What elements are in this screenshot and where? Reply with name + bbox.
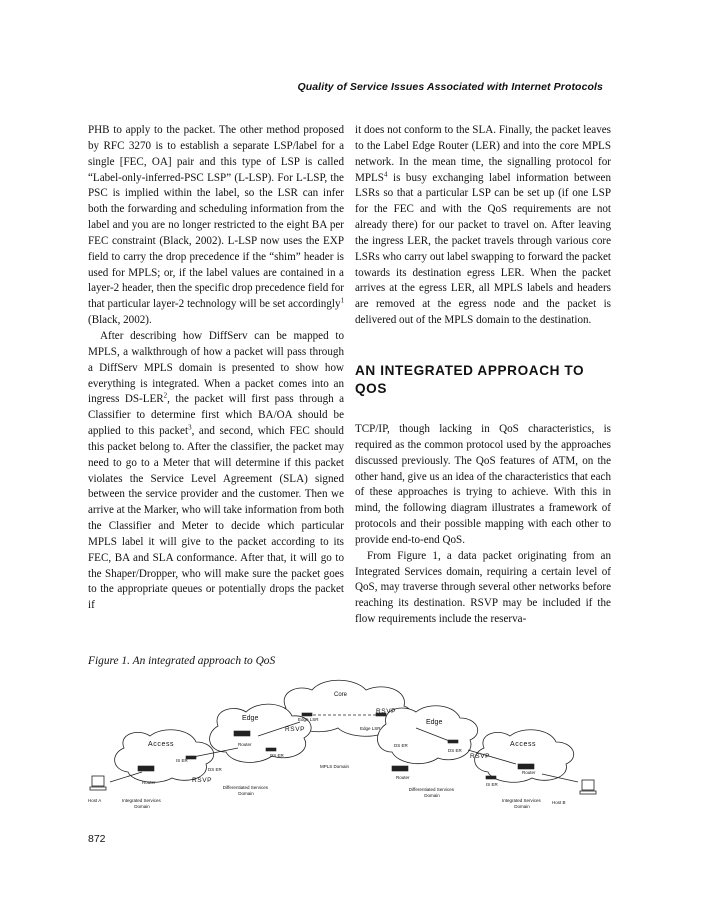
label-intserv-right-line-2: Domain [514, 804, 530, 809]
ds-er-right-node [448, 740, 458, 743]
right-column [355, 123, 611, 628]
page-number: 872 [88, 833, 106, 845]
label-rsvp-right: RSVP [470, 753, 491, 760]
label-intserv-left-line-1: Integrated Services [121, 798, 161, 803]
right-paragraph-1 [355, 123, 611, 329]
label-diffserv-left-line-2: Domain [238, 791, 254, 796]
label-rsvp-center-left: RSVP [285, 726, 306, 733]
label-router-edge-right: Router [396, 775, 410, 780]
router-access-right-node [518, 764, 534, 769]
label-router-edge-left: Router [238, 742, 252, 747]
is-er-right-node [486, 776, 496, 779]
label-rsvp-center-right: RSVP [376, 708, 397, 715]
label-diffserv-right-line-1: Differentiated Services [408, 787, 454, 792]
left-paragraph-1-text: PHB to apply to the packet. The other method proposed by RFC 3270 is to establish a separate LSP/label for a single [FEC, OA] pair and this type of LSP is called “Label-only-inferred-PSC LSP” (L-LSP). For L-LSP, the PSC is implied within the label, so the LSR can infer both the forwarding and scheduling information from the label and you are no longer restricted to the eight BA per FEC constraint (Black, 2002). L-LSP now uses the EXP field to carry the drop precedence if the “shim” header is used for MPLS; or, if the label values are contained in a layer-2 header, then the specific drop precedence field for that particular layer-2 technology will be set accordingly [88, 124, 344, 311]
left-paragraph-2 [88, 329, 344, 614]
label-intserv-right [502, 798, 542, 809]
label-access-left: Access [148, 741, 175, 748]
left-paragraph-2-text-b: , the packet will first pass through a Classifier to determine first which BA/OA should be applied to this packet [88, 393, 344, 438]
left-paragraph-1-end: (Black, 2002). [88, 314, 152, 327]
label-intserv-left-line-2: Domain [134, 804, 150, 809]
left-paragraph-2-text-c: , and second, which FEC should this packet belong to. After the classifier, the packet may need to go to a Meter that will determine if this packet violates the Service Level Agreement (SLA) signed between the service provider and the customer. Then we arrive at the Marker, who will take information from both the Classifier and Meter to decide which particular MPLS label it will give to the packet according to its FEC, BA and SLA conformance. After that, it will go to the Shaper/Dropper, who will make sure the packet goes to the appropriate queues or potentially drops the packet if [88, 425, 344, 612]
label-ds-er-right-edge: DS ER [448, 748, 462, 753]
right-paragraph-3: From Figure 1, a data packet originating from an Integrated Services domain, requiring a certain level of QoS, may traverse through several other networks before reaching its destination. RSVP may be included if the flow requirements include the reserva- [355, 549, 611, 626]
footnote-ref-3: 3 [188, 423, 192, 432]
label-ds-er-left-access: DS ER [208, 767, 222, 772]
label-ds-er-left-core: DS ER [270, 753, 284, 758]
router-edge-left-node [234, 731, 250, 736]
label-edge-lsr-right: Edge LSR [360, 726, 381, 731]
label-is-er-left: IS ER [176, 758, 188, 763]
right-paragraph-2: TCP/IP, though lacking in QoS characteristics, is required as the common protocol used by the approaches discussed previously. The QoS features of ATM, on the other hand, give us an idea of the characteristics that each of these approaches is trying to achieve. With this in mind, the following diagram illustrates a framework of protocols and their possible mapping with each other to provide end-to-end QoS. [355, 422, 611, 546]
label-edge-right: Edge [426, 719, 443, 726]
router-access-left-node [138, 766, 154, 771]
edge-lsr-left-node [302, 713, 312, 716]
right-paragraph-1-text-b: is busy exchanging label information between LSRs so that a particular LSP can be set up (if one LSP for the FEC and with the QoS requirements are not already there) for our packet to travel on. After leaving the ingress LER, the packet travels through various core LSRs who carry out label swapping to forward the packet towards its destination egress LER. When the packet arrives at the egress LER, all MPLS labels and headers are removed at the egress node and the packet is delivered out of the MPLS domain to the destination. [355, 171, 612, 327]
label-intserv-right-line-1: Integrated Services [501, 798, 541, 803]
label-is-er-right: IS ER [486, 782, 498, 787]
label-diffserv-right-line-2: Domain [424, 793, 440, 798]
footnote-ref-1: 1 [340, 296, 344, 305]
label-ds-er-right-core: DS ER [394, 743, 408, 748]
running-head: Quality of Service Issues Associated with Internet Protocols [297, 81, 603, 93]
router-edge-right-node [392, 766, 408, 771]
label-diffserv-left-line-1: Differentiated Services [222, 785, 268, 790]
label-diffserv-right [409, 787, 455, 798]
label-diffserv-left [223, 785, 269, 796]
network-diagram [86, 678, 606, 828]
label-router-access-left: Router [142, 780, 156, 785]
section-heading: AN INTEGRATED APPROACH TO QOS [355, 362, 585, 396]
label-edge-left: Edge [242, 715, 259, 722]
label-access-right: Access [510, 741, 537, 748]
ds-er-left-node [266, 748, 276, 751]
left-column [88, 123, 344, 614]
figure-caption: Figure 1. An integrated approach to QoS [88, 655, 276, 667]
label-core: Core [334, 692, 348, 698]
left-paragraph-2-text-a: After describing how DiffServ can be mapped to MPLS, a walkthrough of how a packet will pass through a DiffServ MPLS domain is presented to show how everything is integrated. When a packet comes into an ingress DS-LER [88, 329, 344, 406]
host-b-icon [580, 780, 596, 794]
label-edge-lsr-left: Edge LSR [298, 717, 319, 722]
label-router-access-right: Router [522, 770, 536, 775]
footnote-ref-2: 2 [163, 391, 168, 400]
label-host-b: Host B [552, 800, 566, 805]
right-paragraph-1-text-a: it does not conform to the SLA. Finally, the packet leaves to the Label Edge Router (LER) and into the core MPLS network. In the mean time, the signalling protocol for MPLS [355, 124, 611, 184]
left-paragraph-1 [88, 123, 344, 329]
label-intserv-left [122, 798, 162, 809]
footnote-ref-4: 4 [383, 169, 388, 178]
label-rsvp-left: RSVP [192, 777, 213, 784]
label-host-a: Host A [88, 798, 102, 803]
label-mpls-domain: MPLS Domain [320, 764, 350, 769]
host-a-icon [90, 776, 106, 790]
